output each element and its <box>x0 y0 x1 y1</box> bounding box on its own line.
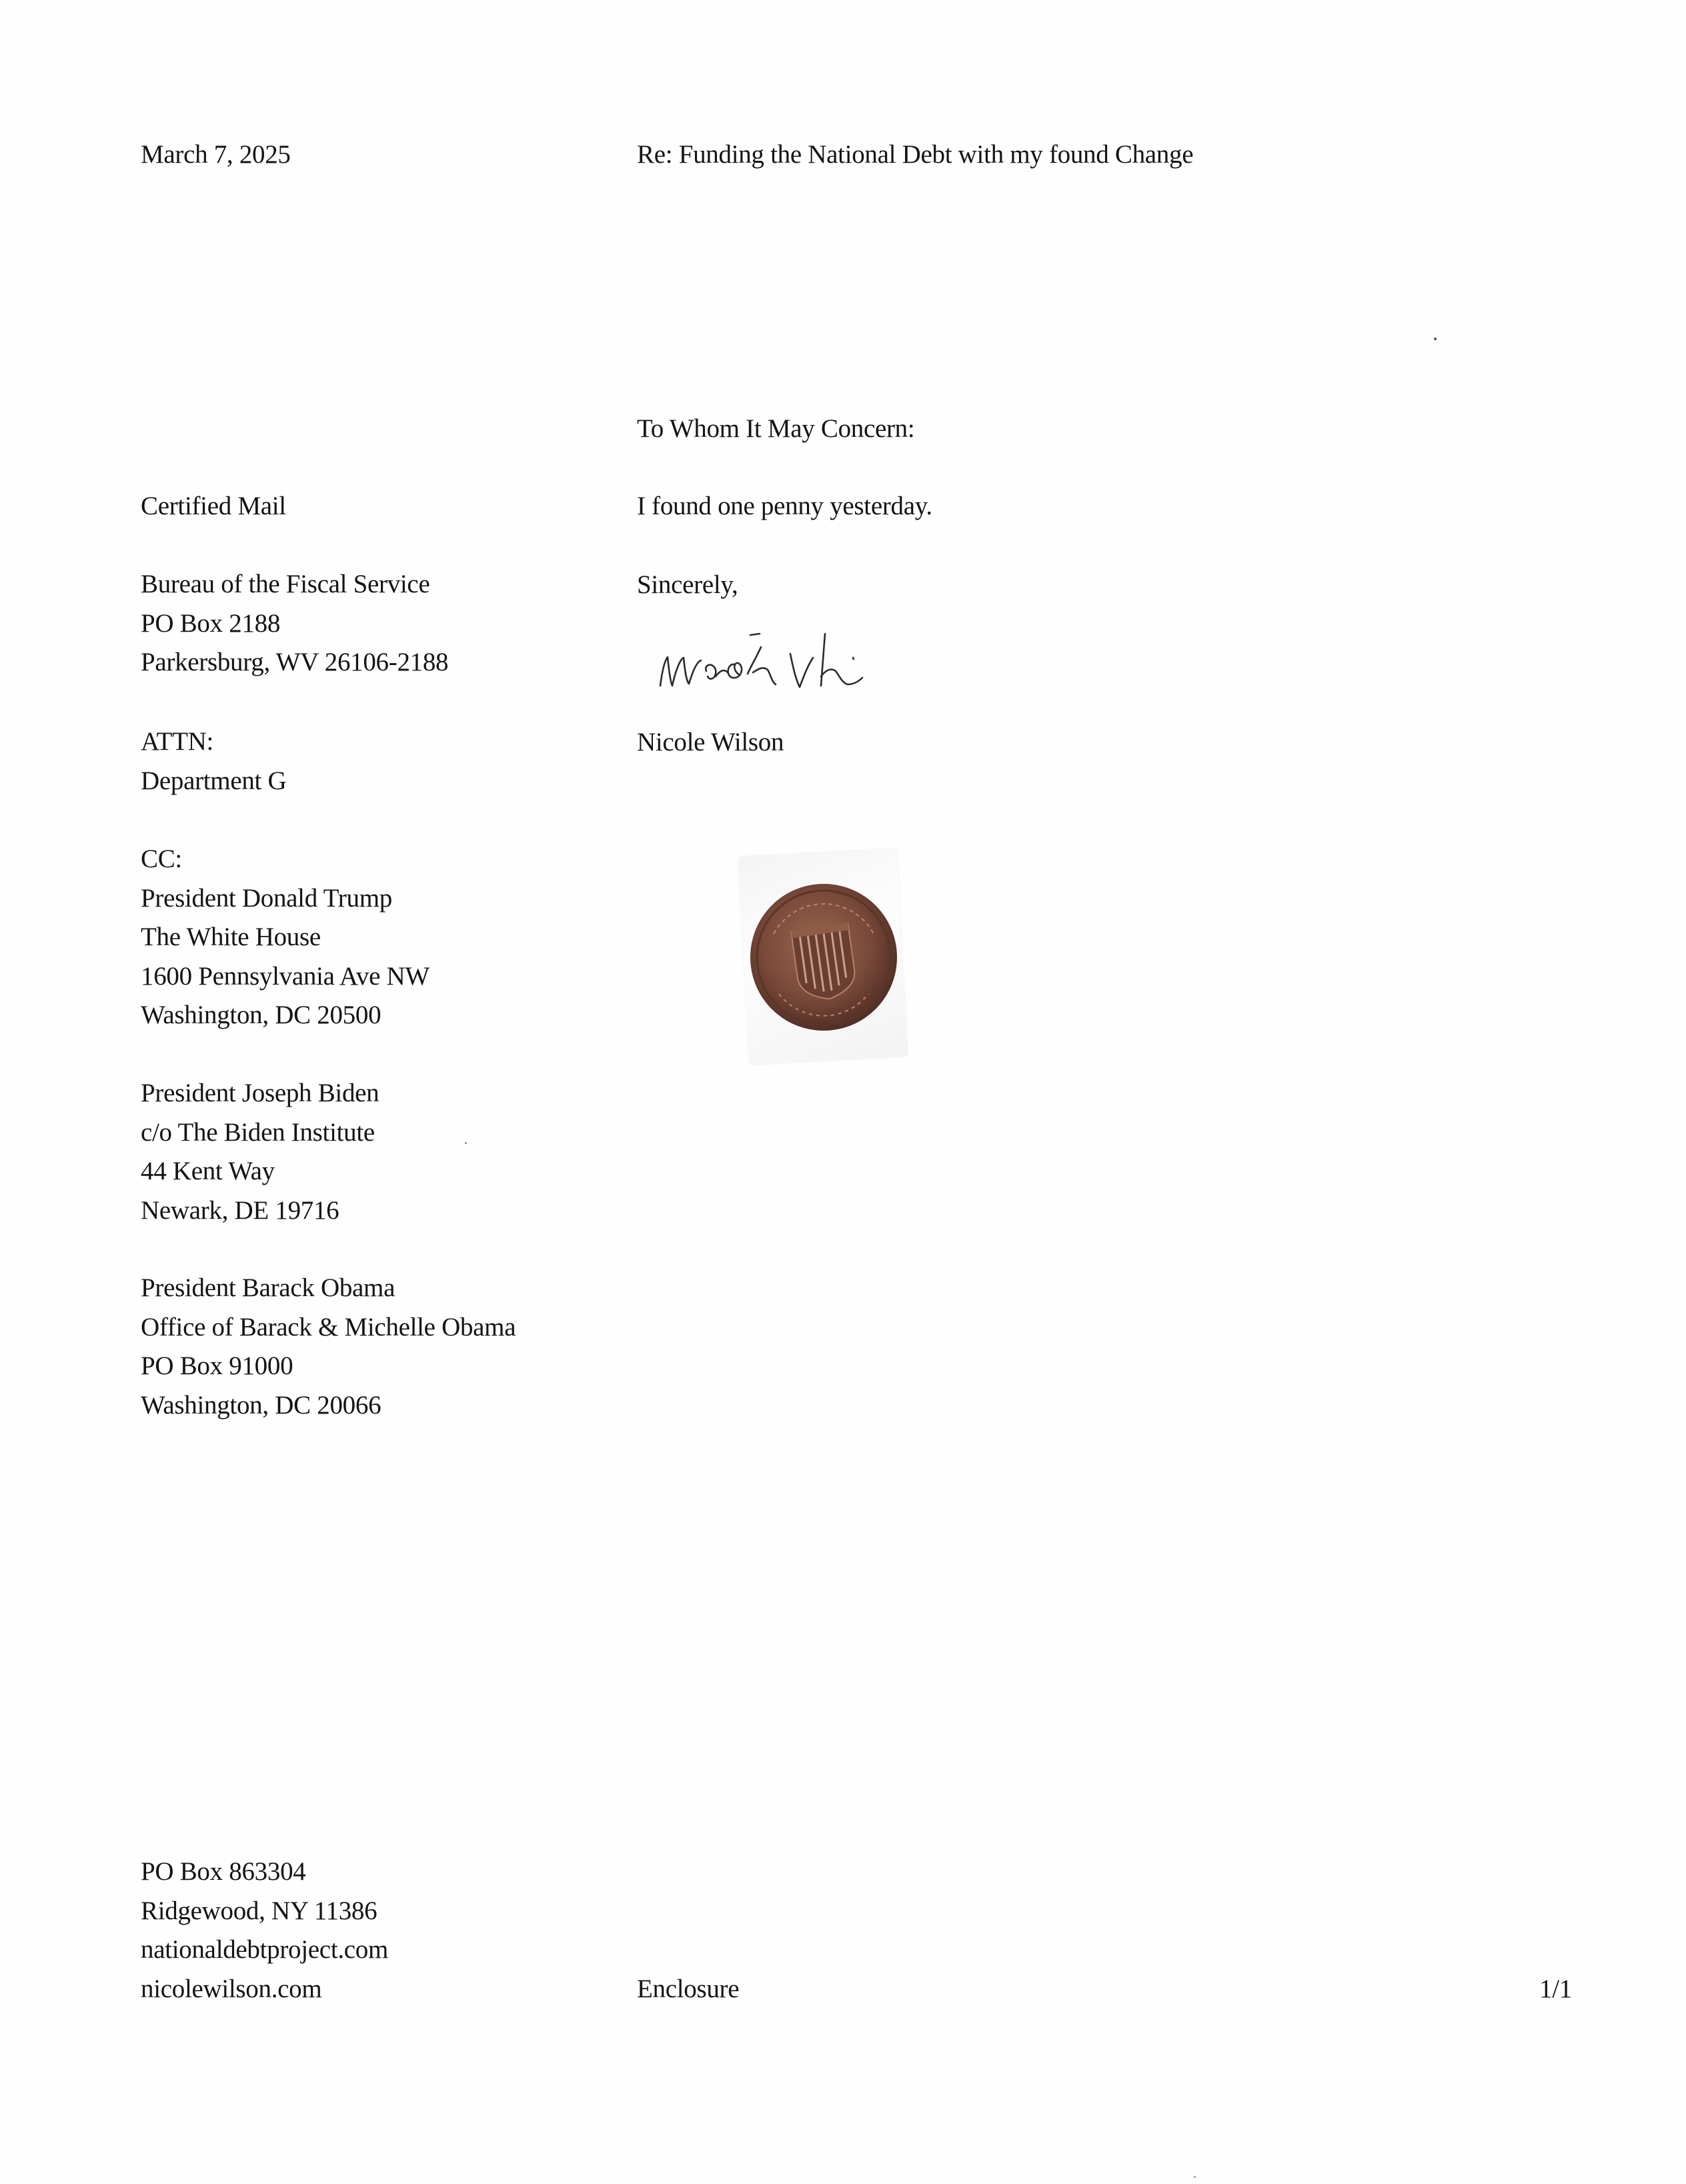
cc-recipient-line: The White House <box>141 923 321 951</box>
sender-line: nicolewilson.com <box>141 1974 322 2003</box>
recipient-address <box>141 565 448 682</box>
handwritten-signature-icon <box>650 607 970 707</box>
recipient-line: Parkersburg, WV 26106-2188 <box>141 648 449 676</box>
sender-line: Ridgewood, NY 11386 <box>141 1896 377 1925</box>
letter-date: March 7, 2025 <box>141 140 291 169</box>
cc-recipient-line: 1600 Pennsylvania Ave NW <box>141 961 430 991</box>
cc-block <box>141 840 430 1035</box>
scan-speck <box>1434 338 1437 340</box>
cc-recipient-line: PO Box 91000 <box>141 1351 293 1380</box>
cc-recipient-line: President Barack Obama <box>141 1273 395 1302</box>
penny-coin-icon <box>747 881 900 1034</box>
cc-recipient-line: 44 Kent Way <box>141 1157 275 1185</box>
salutation: To Whom It May Concern: <box>637 414 915 443</box>
cc-recipient-obama <box>141 1269 516 1425</box>
recipient-line: PO Box 2188 <box>141 608 281 638</box>
closing: Sincerely, <box>637 570 738 599</box>
cc-recipient-line: c/o The Biden Institute <box>141 1117 375 1147</box>
sender-line: PO Box 863304 <box>141 1857 306 1886</box>
scan-speck <box>1194 2176 1196 2178</box>
recipient-line: Bureau of the Fiscal Service <box>141 570 430 598</box>
cc-recipient-line: Office of Barack & Michelle Obama <box>141 1312 516 1341</box>
cc-recipient-line: President Joseph Biden <box>141 1079 379 1107</box>
sender-line: nationaldebtproject.com <box>141 1935 389 1964</box>
enclosure-note: Enclosure <box>637 1975 740 2003</box>
cc-recipient-line: Washington, DC 20066 <box>141 1390 381 1420</box>
letter-subject: Re: Funding the National Debt with my found Change <box>637 140 1194 169</box>
cc-recipient-line: President Donald Trump <box>141 883 392 913</box>
delivery-method: Certified Mail <box>141 492 286 520</box>
scan-speck <box>465 1142 467 1144</box>
signer-name: Nicole Wilson <box>637 728 784 756</box>
letter-message: I found one penny yesterday. <box>637 492 932 520</box>
cc-recipient-biden <box>141 1074 379 1230</box>
page-number: 1/1 <box>1539 1975 1572 2003</box>
attention-label: ATTN: <box>141 727 213 756</box>
attention-department: Department G <box>141 766 287 795</box>
cc-label: CC: <box>141 845 182 873</box>
sender-address <box>141 1852 388 2009</box>
cc-recipient-line: Newark, DE 19716 <box>141 1195 339 1225</box>
cc-recipient-line: Washington, DC 20500 <box>141 1001 381 1029</box>
attention-block <box>141 722 286 800</box>
